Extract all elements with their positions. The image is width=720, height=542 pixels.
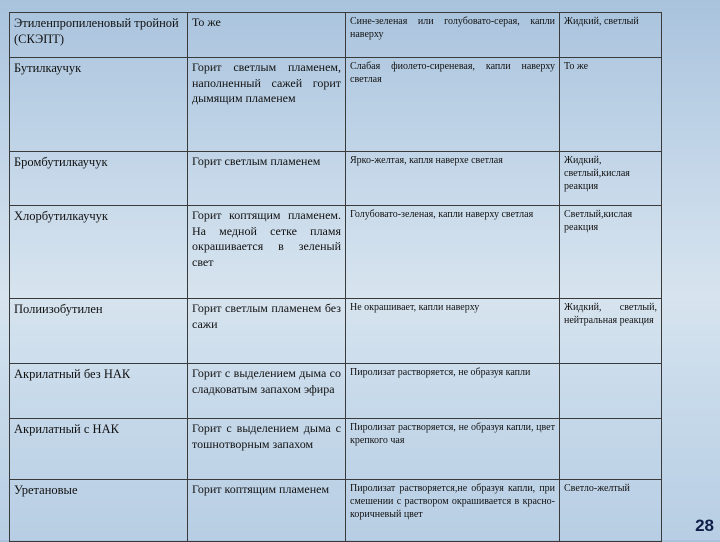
cell-product: Жидкий, светлый, нейтральная реакция (560, 299, 662, 364)
cell-burning: Горит с выделением дыма со сладковатым запахом эфира (188, 364, 346, 419)
cell-burning: Горит светлым пламенем (188, 152, 346, 206)
page-number: 28 (695, 516, 714, 535)
cell-product: Жидкий, светлый (560, 13, 662, 58)
cell-name: Этиленпропиленовый тройной (СКЭПТ) (10, 13, 188, 58)
cell-burning: Горит коптящим пламенем (188, 480, 346, 542)
cell-name: Хлорбутилкаучук (10, 206, 188, 299)
cell-flame: Слабая фиолето-сиреневая, капли наверху светлая (346, 58, 560, 152)
cell-burning: Горит с выделением дыма с тошнотворным запахом (188, 419, 346, 480)
cell-flame: Сине-зеленая или голубовато-серая, капли наверху (346, 13, 560, 58)
cell-flame: Пиролизат растворяется, не образуя капли, цвет крепкого чая (346, 419, 560, 480)
cell-name: Бутилкаучук (10, 58, 188, 152)
cell-name: Уретановые (10, 480, 188, 542)
cell-flame: Пиролизат растворяется,не образуя капли, при смешении с раствором окрашивается в красно-коричневый цвет (346, 480, 560, 542)
cell-burning: Горит коптящим пламенем. На медной сетке пламя окрашивается в зеленый свет (188, 206, 346, 299)
cell-name: Акрилатный без НАК (10, 364, 188, 419)
cell-name: Акрилатный с НАК (10, 419, 188, 480)
table-row (10, 58, 662, 152)
table-row (10, 364, 662, 419)
cell-product (560, 364, 662, 419)
table-row (10, 480, 662, 542)
table-row (10, 299, 662, 364)
rubber-identification-table (9, 12, 662, 542)
cell-product: Светлый,кислая реакция (560, 206, 662, 299)
cell-product: Жидкий, светлый,кислая реакция (560, 152, 662, 206)
cell-flame: Голубовато-зеленая, капли наверху светлая (346, 206, 560, 299)
cell-burning: Горит светлым пламенем без сажи (188, 299, 346, 364)
cell-flame: Пиролизат растворяется, не образуя капли (346, 364, 560, 419)
table-container (9, 12, 661, 542)
cell-product (560, 419, 662, 480)
table-row (10, 152, 662, 206)
table-row (10, 206, 662, 299)
cell-product: Светло-желтый (560, 480, 662, 542)
cell-flame: Не окрашивает, капли наверху (346, 299, 560, 364)
cell-burning: То же (188, 13, 346, 58)
cell-product: То же (560, 58, 662, 152)
table-row (10, 419, 662, 480)
cell-burning: Горит светлым пламенем, наполненный сажей горит дымящим пламенем (188, 58, 346, 152)
cell-flame: Ярко-желтая, капля наверхе светлая (346, 152, 560, 206)
cell-name: Полиизобутилен (10, 299, 188, 364)
table-row (10, 13, 662, 58)
cell-name: Бромбутилкаучук (10, 152, 188, 206)
